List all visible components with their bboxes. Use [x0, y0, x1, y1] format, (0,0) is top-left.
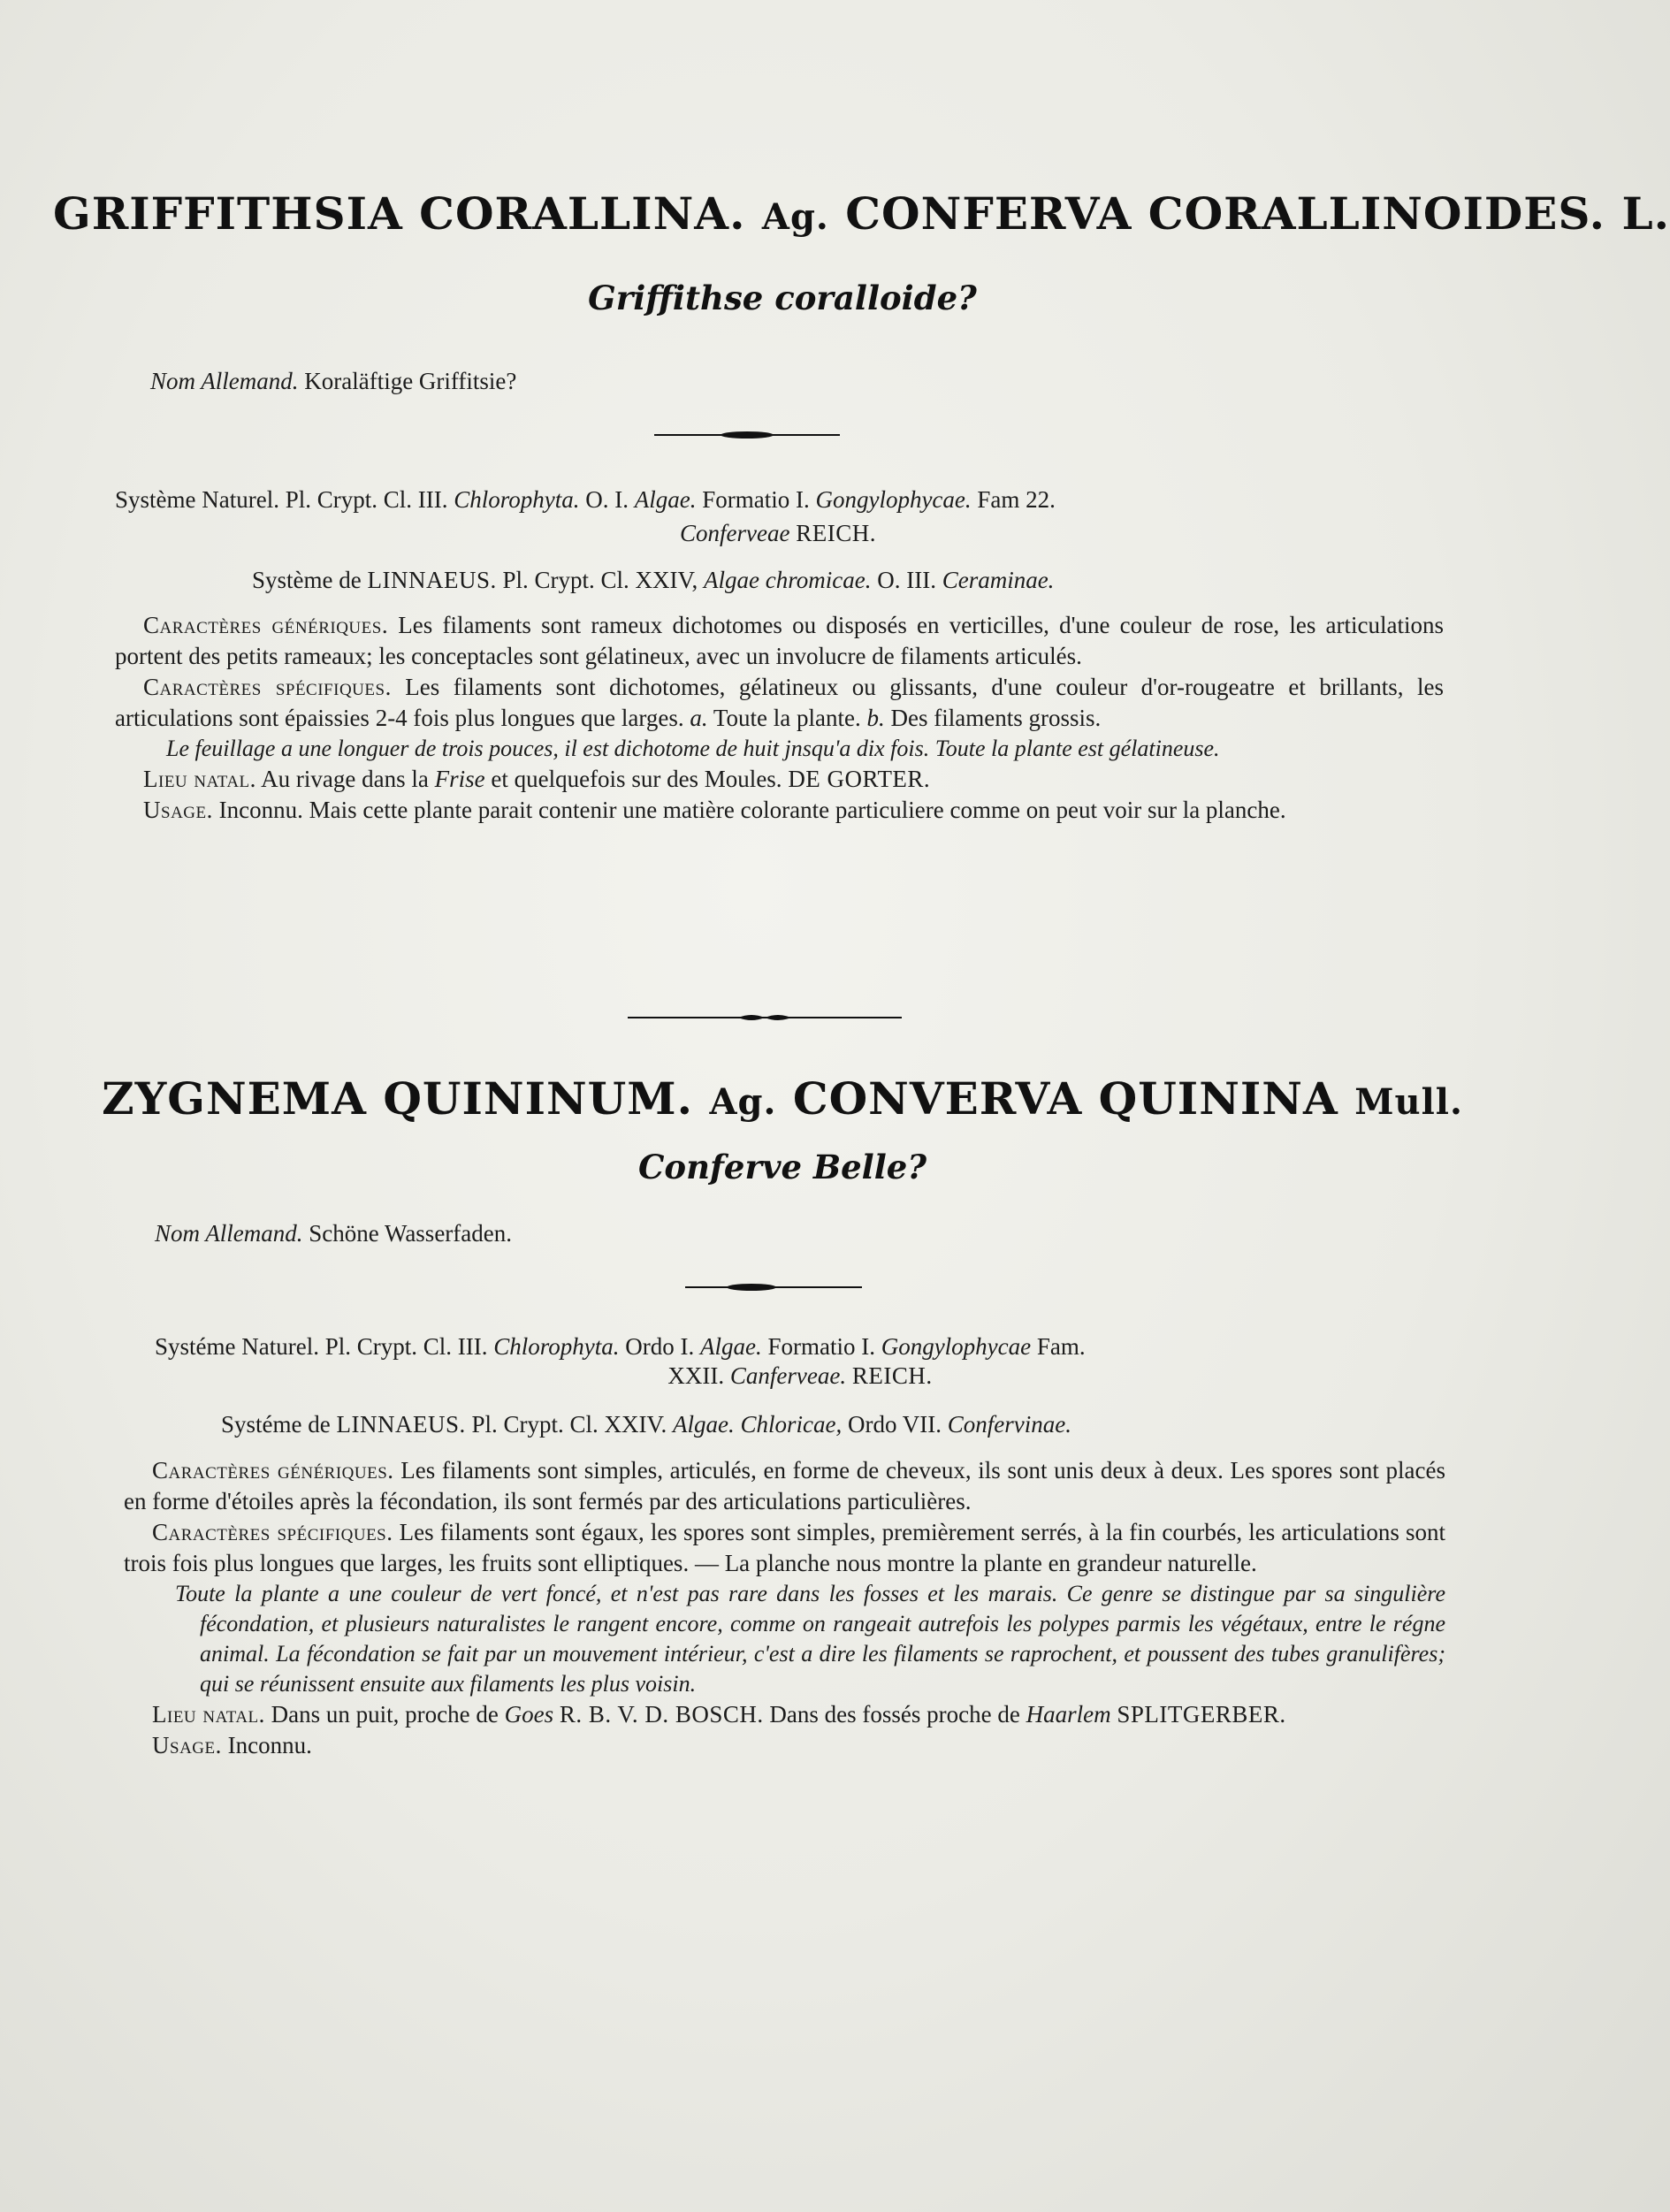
ornament-divider-2 [685, 1282, 862, 1293]
lieu-natal-2: Lieu natal. Dans un puit, proche de Goes R. B. V. D. BOSCH. Dans des fossés proche de Haarlem SPLITGERBER. [152, 1701, 1286, 1728]
observation-2: Toute la plante a une couleur de vert foncé, et n'est pas rare dans les fosses et les marais. Ce genre se distingue par sa singulière fécondation, et plusieurs naturalistes le rangent encore, comme on rangeait autrefois les polypes parmis les végétaux, entre le régne animal. La fécondation se fait par un mouvement intérieur, c'est a dire les filaments se raprochent, et poussent des tubes granulifères; qui se réunissent ensuite aux filaments les plus voisin. [175, 1581, 1445, 1697]
species-title-1 [53, 187, 1670, 240]
observation-1: Le feuillage a une longuer de trois pouces, il est dichotome de huit jnsqu'a dix fois. Toute la plante est gélatineuse. [166, 736, 1220, 761]
title-synonym: CONFERVA CORALLINOIDES. L. [845, 187, 1670, 240]
french-name-1: Griffithse coralloide? [588, 278, 977, 317]
systeme-linnaeus-2: Systéme de LINNAEUS. Pl. Crypt. Cl. XXIV. Algae. Chloricae, Ordo VII. Confervinae. [221, 1411, 1071, 1438]
lieu-natal-1: Lieu natal. Au rivage dans la Frise et quelquefois sur des Moules. DE GORTER. [143, 766, 931, 792]
title-authority: Ag. [761, 196, 829, 238]
usage-1: Usage. Inconnu. Mais cette plante parait contenir une matière colorante particuliere comme on peut voir sur la planche. [143, 797, 1286, 823]
description-block-1 [115, 610, 1444, 826]
species-title-2: ZYGNEMA QUININUM. Ag. CONVERVA QUININA Mull. [102, 1072, 1463, 1125]
usage-2: Usage. Inconnu. [152, 1732, 312, 1758]
systeme-naturel-1-cont: Conferveae REICH. [680, 520, 876, 546]
ornament-divider [654, 430, 840, 440]
systeme-naturel-1: Système Naturel. Pl. Crypt. Cl. III. Chlorophyta. O. I. Algae. Formatio I. Gongylophycae. Fam 22. [115, 486, 1056, 513]
systeme-naturel-2-cont: XXII. Canferveae. REICH. [667, 1362, 933, 1389]
french-name-2: Conferve Belle? [637, 1148, 927, 1186]
generic-characters-2: Caractères génériques. Les filaments sont simples, articulés, en forme de cheveux, ils sont unis deux à deux. Les spores sont placés en forme d'étoiles après la fécondation, ils sont fermés par des articulations particulières. [124, 1457, 1446, 1514]
section-separator [628, 1012, 902, 1023]
description-block-2 [124, 1455, 1445, 1761]
specific-characters-2: Caractères spécifiques. Les filaments sont égaux, les spores sont simples, premièrement serrés, à la fin courbés, les articulations sont trois fois plus longues que larges, les fruits sont elliptiques. — La planche nous montre la plante en grandeur naturelle. [124, 1519, 1446, 1576]
generic-characters-1: Caractères génériques. Les filaments sont rameux dichotomes ou disposés en verticilles, d'une couleur de rose, les articulations portent des petits rameaux; les conceptacles sont gélatineux, avec un involucre de filaments articulés. [115, 612, 1445, 669]
specific-characters-1: Caractères spécifiques. Les filaments sont dichotomes, gélatineux ou glissants, d'une couleur d'or-rougeatre et brillants, les articulations sont épaissies 2-4 fois plus longues que larges. a. Toute la plante. b. Des filaments grossis. [115, 674, 1445, 731]
systeme-linnaeus-1: Système de LINNAEUS. Pl. Crypt. Cl. XXIV, Algae chromicae. O. III. Ceraminae. [252, 567, 1055, 593]
systeme-naturel-2: Systéme Naturel. Pl. Crypt. Cl. III. Chlorophyta. Ordo I. Algae. Formatio I. Gongylophycae Fam. [155, 1333, 1086, 1360]
german-name-line-1: Nom Allemand. Koraläftige Griffitsie? [150, 368, 517, 394]
title-genus: GRIFFITHSIA CORALLINA. [53, 187, 746, 240]
german-name-line-2: Nom Allemand. Schöne Wasserfaden. [155, 1220, 513, 1247]
